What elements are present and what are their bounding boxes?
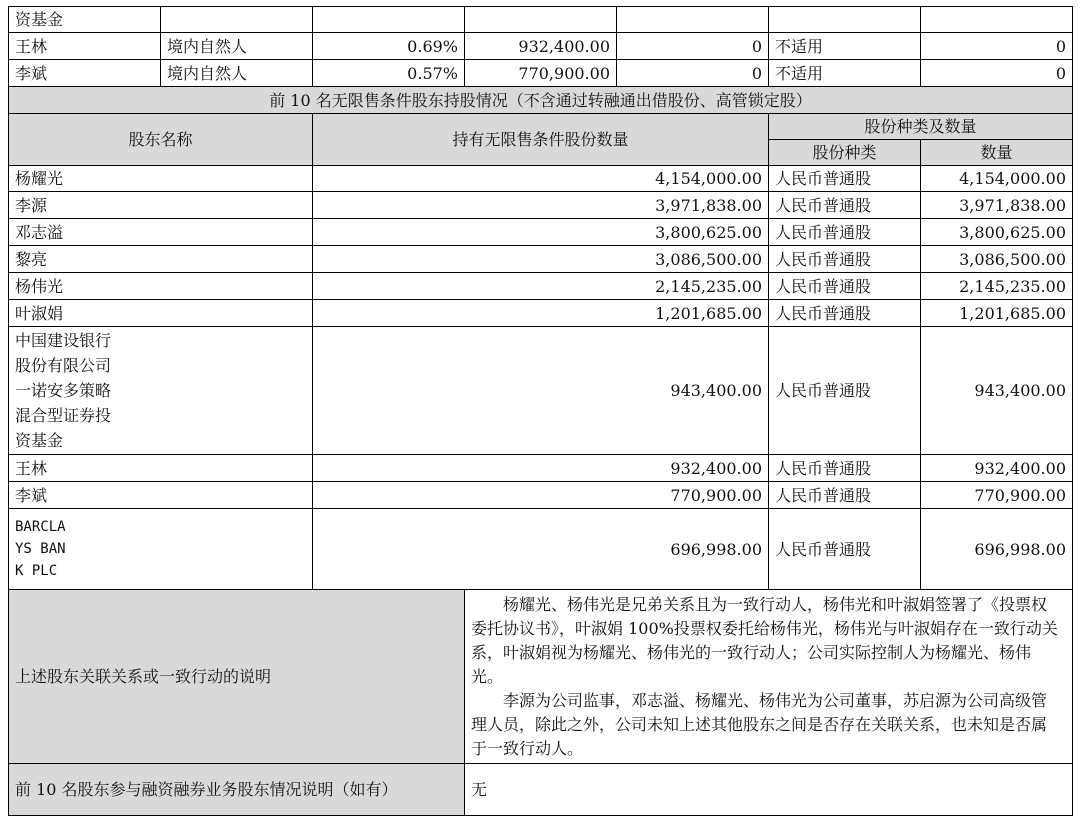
share-amount-cell: 3,086,500.00 (921, 246, 1073, 273)
shareholder-name-cell: 王林 (9, 455, 313, 482)
share-kind-cell: 人民币普通股 (769, 246, 921, 273)
share-kind-cell: 人民币普通股 (769, 482, 921, 509)
share-kind-cell: 人民币普通股 (769, 192, 921, 219)
shareholder-type-cell (161, 7, 313, 33)
share-amount-cell: 770,900.00 (921, 482, 1073, 509)
relation-text-cell (465, 590, 1073, 764)
table-row (9, 482, 1073, 509)
shareholder-name-cell: 李源 (9, 192, 313, 219)
unrestricted-qty-cell: 4,154,000.00 (313, 166, 769, 192)
share-kind-cell: 人民币普通股 (769, 300, 921, 327)
shareholder-table (8, 6, 1073, 816)
header-row (9, 114, 1073, 140)
header-share-kind-group: 股份种类及数量 (769, 114, 1073, 140)
margin-trading-value: 无 (465, 764, 1073, 816)
shareholder-name-cell: 杨伟光 (9, 273, 313, 300)
shareholder-name-cell: 黎亮 (9, 246, 313, 273)
shareholder-name-cell: 邓志溢 (9, 219, 313, 246)
table-row (9, 273, 1073, 300)
share-kind-cell: 人民币普通股 (769, 509, 921, 590)
name-line: 一诺安多策略 (15, 381, 112, 400)
table-row (9, 192, 1073, 219)
name-line: K PLC (15, 563, 58, 579)
holding-qty-cell (465, 7, 617, 33)
table-row (9, 455, 1073, 482)
table-row (9, 7, 1073, 33)
unrestricted-qty-cell: 943,400.00 (313, 327, 769, 455)
pledge-qty-cell: 0 (617, 33, 769, 60)
share-kind-cell: 人民币普通股 (769, 219, 921, 246)
section-title: 前 10 名无限售条件股东持股情况（不含通过转融通出借股份、高管锁定股） (9, 87, 1073, 114)
pledge-qty-cell: 0 (617, 60, 769, 87)
table-row (9, 33, 1073, 60)
unrestricted-qty-cell: 1,201,685.00 (313, 300, 769, 327)
table-row (9, 246, 1073, 273)
unrestricted-qty-cell: 770,900.00 (313, 482, 769, 509)
share-amount-cell: 2,145,235.00 (921, 273, 1073, 300)
name-line: BARCLA (15, 519, 66, 535)
share-kind-cell: 人民币普通股 (769, 273, 921, 300)
name-line: 中国建设银行 (15, 331, 112, 350)
shareholder-type-cell: 境内自然人 (161, 33, 313, 60)
pledge-status-cell: 不适用 (769, 60, 921, 87)
holding-qty-cell: 770,900.00 (465, 60, 617, 87)
margin-trading-label: 前 10 名股东参与融资融券业务股东情况说明（如有） (9, 764, 465, 816)
shareholder-name-cell: 资基金 (9, 7, 161, 33)
relation-paragraph: 李源为公司监事，邓志溢、杨耀光、杨伟光为公司董事，苏启源为公司高级管理人员，除此之外，公司未知上述其他股东之间是否存在关联关系，也未知是否属于一致行动人。 (471, 690, 1048, 758)
margin-trading-row (9, 764, 1073, 816)
header-unrestricted-qty: 持有无限售条件股份数量 (313, 114, 769, 166)
share-amount-cell: 3,800,625.00 (921, 219, 1073, 246)
shareholder-name-cell: 李斌 (9, 60, 161, 87)
name-line: 混合型证券投 (15, 406, 112, 425)
relation-label: 上述股东关联关系或一致行动的说明 (9, 590, 465, 764)
shareholder-name-cell (9, 509, 313, 590)
header-share-kind: 股份种类 (769, 140, 921, 166)
pledge-count-cell: 0 (921, 60, 1073, 87)
share-amount-cell: 943,400.00 (921, 327, 1073, 455)
section-title-row (9, 87, 1073, 114)
unrestricted-qty-cell: 932,400.00 (313, 455, 769, 482)
holding-pct-cell (313, 7, 465, 33)
name-line: YS BAN (15, 541, 66, 557)
share-amount-cell: 932,400.00 (921, 455, 1073, 482)
table-row (9, 60, 1073, 87)
pledge-count-cell (921, 7, 1073, 33)
unrestricted-qty-cell: 3,800,625.00 (313, 219, 769, 246)
relation-paragraph: 杨耀光、杨伟光是兄弟关系且为一致行动人，杨伟光和叶淑娟签署了《投票权委托协议书》，叶淑娟 100%投票权委托给杨伟光，杨伟光与叶淑娟存在一致行动关系，叶淑娟视为杨耀光、杨伟光的一致行动人；公司实际控制人为杨耀光、杨伟光。 (471, 594, 1058, 686)
holding-pct-cell: 0.57% (313, 60, 465, 87)
unrestricted-qty-cell: 3,086,500.00 (313, 246, 769, 273)
shareholder-name-cell: 叶淑娟 (9, 300, 313, 327)
table-row (9, 509, 1073, 590)
shareholder-name-cell: 李斌 (9, 482, 313, 509)
shareholder-name-cell: 王林 (9, 33, 161, 60)
table-row (9, 219, 1073, 246)
shareholder-type-cell: 境内自然人 (161, 60, 313, 87)
pledge-status-cell (769, 7, 921, 33)
table-row (9, 166, 1073, 192)
share-kind-cell: 人民币普通股 (769, 166, 921, 192)
unrestricted-qty-cell: 696,998.00 (313, 509, 769, 590)
share-kind-cell: 人民币普通股 (769, 327, 921, 455)
holding-qty-cell: 932,400.00 (465, 33, 617, 60)
unrestricted-qty-cell: 2,145,235.00 (313, 273, 769, 300)
shareholder-name-cell (9, 327, 313, 455)
share-amount-cell: 3,971,838.00 (921, 192, 1073, 219)
pledge-status-cell: 不适用 (769, 33, 921, 60)
shareholder-name-cell: 杨耀光 (9, 166, 313, 192)
header-share-amount: 数量 (921, 140, 1073, 166)
holding-pct-cell: 0.69% (313, 33, 465, 60)
share-kind-cell: 人民币普通股 (769, 455, 921, 482)
pledge-count-cell: 0 (921, 33, 1073, 60)
unrestricted-qty-cell: 3,971,838.00 (313, 192, 769, 219)
header-shareholder-name: 股东名称 (9, 114, 313, 166)
table-row (9, 327, 1073, 455)
relation-row (9, 590, 1073, 764)
share-amount-cell: 4,154,000.00 (921, 166, 1073, 192)
share-amount-cell: 1,201,685.00 (921, 300, 1073, 327)
name-line: 股份有限公司 (15, 356, 112, 375)
share-amount-cell: 696,998.00 (921, 509, 1073, 590)
pledge-qty-cell (617, 7, 769, 33)
table-row (9, 300, 1073, 327)
name-line: 资基金 (15, 431, 64, 450)
